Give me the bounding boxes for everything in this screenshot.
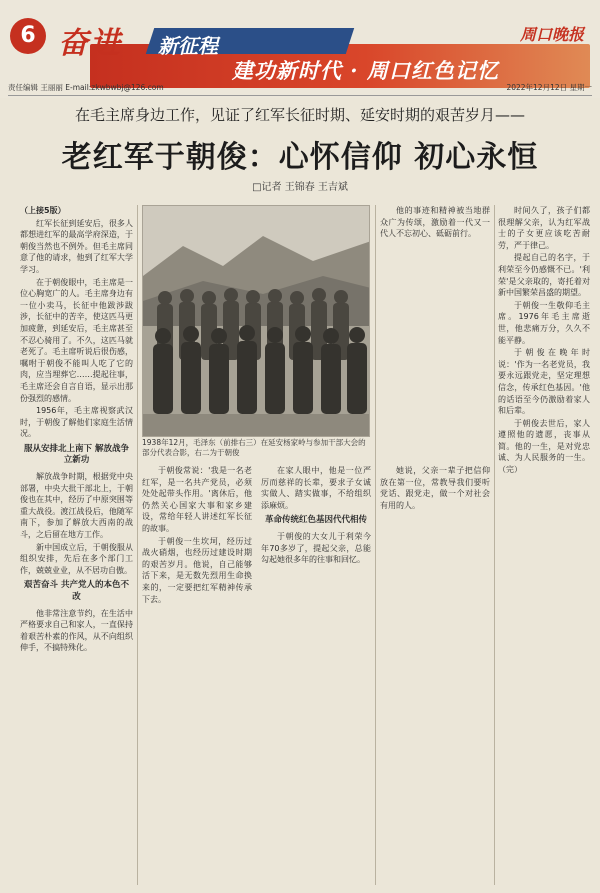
article-column-2	[142, 465, 252, 885]
photo-caption: 1938年12月，毛泽东（前排右三）在延安杨家岭与参加干部大会的部分代表合影，右二为于朝俊	[142, 438, 366, 457]
intro-tag: （上接5版）	[20, 206, 66, 215]
section-title-b: 新征程	[158, 34, 218, 58]
masthead	[0, 0, 600, 98]
section-title-a: 奋进	[58, 26, 122, 61]
article-column-3	[261, 465, 371, 885]
paragraph: 1956年，毛主席视察武汉时，于朝俊了解他们家庭生活情况。	[20, 406, 133, 439]
article-column-1	[20, 205, 133, 885]
article-byline: □记者 王锦春 王吉斌	[252, 182, 348, 193]
paragraph: 于朝俊一生敬仰毛主席。1976年毛主席逝世，他悲痛万分，久久不能平静。	[498, 300, 590, 345]
info-bar	[8, 80, 592, 94]
paper-name: 周口晚报	[520, 25, 585, 44]
subheading: 革命传统红色基因代代相传	[264, 515, 367, 526]
paragraph: 新中国成立后，于朝俊服从组织安排，先后在多个部门工作，兢兢业业，从不居功自傲。	[20, 542, 133, 575]
article-column-4	[380, 465, 490, 885]
editor-line: 责任编辑 王丽丽 E-mail:zkwbwbj@126.com	[8, 83, 164, 92]
paragraph: 于朝俊去世后，家人遵照他的遗愿，丧事从简。他的一生，是对党忠诚、为人民服务的一生。（完）	[498, 418, 590, 475]
section-title-c: 建功新时代 · 周口红色记忆	[232, 58, 499, 83]
date-line: 2022年12月12日 星期一	[506, 83, 592, 92]
article-column-4-top	[380, 205, 490, 460]
paragraph: 时间久了，孩子们都很理解父亲，认为红军战士的子女更应该吃苦耐劳，严于律己。	[498, 206, 590, 250]
column-divider	[137, 205, 138, 885]
article-headline: 老红军于朝俊：心怀信仰 初心永恒	[61, 140, 539, 175]
column-divider	[375, 205, 376, 885]
paragraph: 于朝俊在晚年时说：'作为一名老党员，我要永远跟党走，坚定理想信念，传承红色基因。'他的话语至今仍激励着家人和后辈。	[498, 348, 590, 416]
subheading: 艰苦奋斗 共产党人的本色不改	[24, 580, 129, 602]
paragraph: 于朝俊常说：'我是一名老红军，是一名共产党员，必须处处起带头作用。'离休后，他仍然关心国家大事和家乡建设，常给年轻人讲述红军长征的故事。	[142, 466, 252, 533]
paragraph: 于朝俊的大女儿于利荣今年70多岁了，提起父亲，总能勾起她很多年的往事和回忆。	[261, 531, 371, 565]
paragraph: 解放战争时期，根据党中央部署，中央大批干部北上，于朝俊也在其中，经历了中原突围等重大战役。渡江战役后，他随军南下，参加了解放大西南的战斗，之后留在地方工作。	[20, 472, 133, 540]
paragraph: 在家人眼中，他是一位严厉而慈祥的长辈，要求子女诚实做人、踏实做事，不给组织添麻烦。	[261, 466, 371, 510]
column-divider	[494, 205, 495, 885]
paragraph: 于朝俊一生坎坷，经历过战火硝烟，也经历过建设时期的艰苦岁月。他说，自己能够活下来，是无数先烈用生命换来的，一定要把红军精神传承下去。	[142, 536, 252, 604]
paragraph: 她说，父亲一辈子把信仰放在第一位，常教导我们要听党话、跟党走，做一个对社会有用的人。	[380, 466, 490, 510]
paragraph: 在于朝俊眼中，毛主席是一位心胸宽广的人。毛主席身边有一位小卖马，长征中他跋涉跋涉，长征中的苦辛，使这匹马更加疲惫，到延安后，毛主席甚至不忍心骑用了。不久，这匹马就老死了。毛主席听说后很伤感，嘱咐于朝俊不能叫人吃了它的肉，应当埋葬它……提起往事，毛主席还会自言自语，显示出那份强烈的感情。	[20, 277, 133, 403]
paragraph: 提起自己的名字，于利荣至今仍感慨不已。'利荣'是父亲取的，寄托着对新中国繁荣昌盛的期望。	[498, 253, 590, 298]
page-number: 6	[10, 18, 46, 54]
subheading: 服从安排北上南下 解放战争立新功	[24, 443, 129, 466]
paragraph: 他非常注意节约，在生活中严格要求自己和家人，一直保持着艰苦朴素的作风，从不向组织伸手，不搞特殊化。	[20, 608, 133, 653]
article-kicker: 在毛主席身边工作，见证了红军长征时期、延安时期的艰苦岁月——	[74, 106, 525, 124]
photo-illustration	[143, 206, 370, 437]
masthead-rule	[8, 95, 592, 96]
paragraph: 红军长征到延安后，很多人都想进红军的最高学府深造，于朝俊当然也不例外。但毛主席同意了他的请求，他到了红军大学学习。	[20, 218, 133, 274]
paragraph: 他的事迹和精神被当地群众广为传颂，激励着一代又一代人不忘初心、砥砺前行。	[380, 206, 490, 239]
article-column-5	[498, 205, 590, 885]
historic-group-photo	[142, 205, 370, 437]
